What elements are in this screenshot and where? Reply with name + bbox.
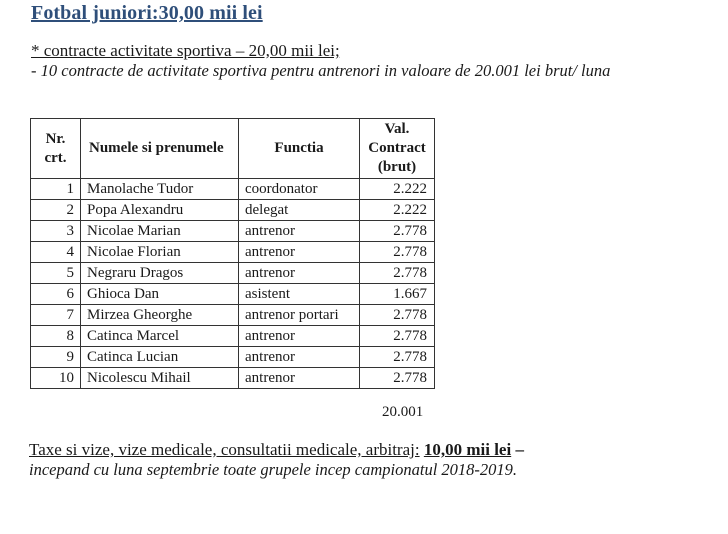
- cell-nr: 2: [31, 200, 81, 221]
- table-row: [31, 179, 435, 200]
- table-row: [31, 347, 435, 368]
- cell-function: antrenor portari: [239, 305, 360, 326]
- cell-function: antrenor: [239, 326, 360, 347]
- cell-function: antrenor: [239, 221, 360, 242]
- cell-nr: 6: [31, 284, 81, 305]
- cell-name: Catinca Lucian: [81, 347, 239, 368]
- cell-value: 2.778: [360, 242, 435, 263]
- header-value: [360, 119, 435, 179]
- table-row: [31, 284, 435, 305]
- table-row: [31, 305, 435, 326]
- cell-name: Popa Alexandru: [81, 200, 239, 221]
- cell-value: 2.778: [360, 263, 435, 284]
- cell-function: antrenor: [239, 368, 360, 389]
- table-row: [31, 368, 435, 389]
- staff-contracts-table: [30, 118, 435, 389]
- cell-name: Mirzea Gheorghe: [81, 305, 239, 326]
- cell-value: 1.667: [360, 284, 435, 305]
- cell-function: asistent: [239, 284, 360, 305]
- header-name: Numele si prenumele: [81, 119, 239, 179]
- page-title: Fotbal juniori:30,00 mii lei: [31, 2, 263, 24]
- header-nr: [31, 119, 81, 179]
- cell-value: 2.222: [360, 200, 435, 221]
- table-row: [31, 221, 435, 242]
- fees-dash: –: [511, 440, 524, 459]
- table-row: [31, 200, 435, 221]
- table-row: [31, 263, 435, 284]
- table-row: [31, 242, 435, 263]
- cell-nr: 9: [31, 347, 81, 368]
- header-function: Functia: [239, 119, 360, 179]
- cell-nr: 7: [31, 305, 81, 326]
- cell-value: 2.778: [360, 305, 435, 326]
- header-nr-label: Nr. crt.: [44, 130, 67, 166]
- fees-amount: 10,00 mii lei: [423, 440, 512, 459]
- cell-function: antrenor: [239, 242, 360, 263]
- cell-nr: 10: [31, 368, 81, 389]
- cell-value: 2.778: [360, 347, 435, 368]
- cell-nr: 1: [31, 179, 81, 200]
- total-value: 20.001: [382, 404, 424, 420]
- header-value-label: Val. Contract (brut): [368, 121, 426, 175]
- fees-line: [29, 440, 524, 460]
- table-body: [31, 179, 435, 389]
- cell-nr: 3: [31, 221, 81, 242]
- cell-function: coordonator: [239, 179, 360, 200]
- contracts-detail: - 10 contracte de activitate sportiva pentru antrenori in valoare de 20.001 lei brut/ luna: [31, 61, 611, 80]
- cell-value: 2.778: [360, 326, 435, 347]
- cell-name: Nicolescu Mihail: [81, 368, 239, 389]
- cell-function: antrenor: [239, 347, 360, 368]
- cell-name: Manolache Tudor: [81, 179, 239, 200]
- table-row: [31, 326, 435, 347]
- cell-nr: 5: [31, 263, 81, 284]
- cell-function: delegat: [239, 200, 360, 221]
- cell-name: Nicolae Marian: [81, 221, 239, 242]
- cell-name: Negraru Dragos: [81, 263, 239, 284]
- cell-value: 2.778: [360, 221, 435, 242]
- fees-label: Taxe si vize, vize medicale, consultatii medicale, arbitraj:: [29, 440, 420, 459]
- cell-name: Ghioca Dan: [81, 284, 239, 305]
- cell-name: Nicolae Florian: [81, 242, 239, 263]
- table-header-row: [31, 119, 435, 179]
- contracts-summary: * contracte activitate sportiva – 20,00 mii lei;: [31, 41, 340, 60]
- cell-nr: 8: [31, 326, 81, 347]
- fees-detail: incepand cu luna septembrie toate grupele incep campionatul 2018-2019.: [29, 460, 518, 479]
- cell-name: Catinca Marcel: [81, 326, 239, 347]
- cell-value: 2.222: [360, 179, 435, 200]
- cell-value: 2.778: [360, 368, 435, 389]
- cell-nr: 4: [31, 242, 81, 263]
- cell-function: antrenor: [239, 263, 360, 284]
